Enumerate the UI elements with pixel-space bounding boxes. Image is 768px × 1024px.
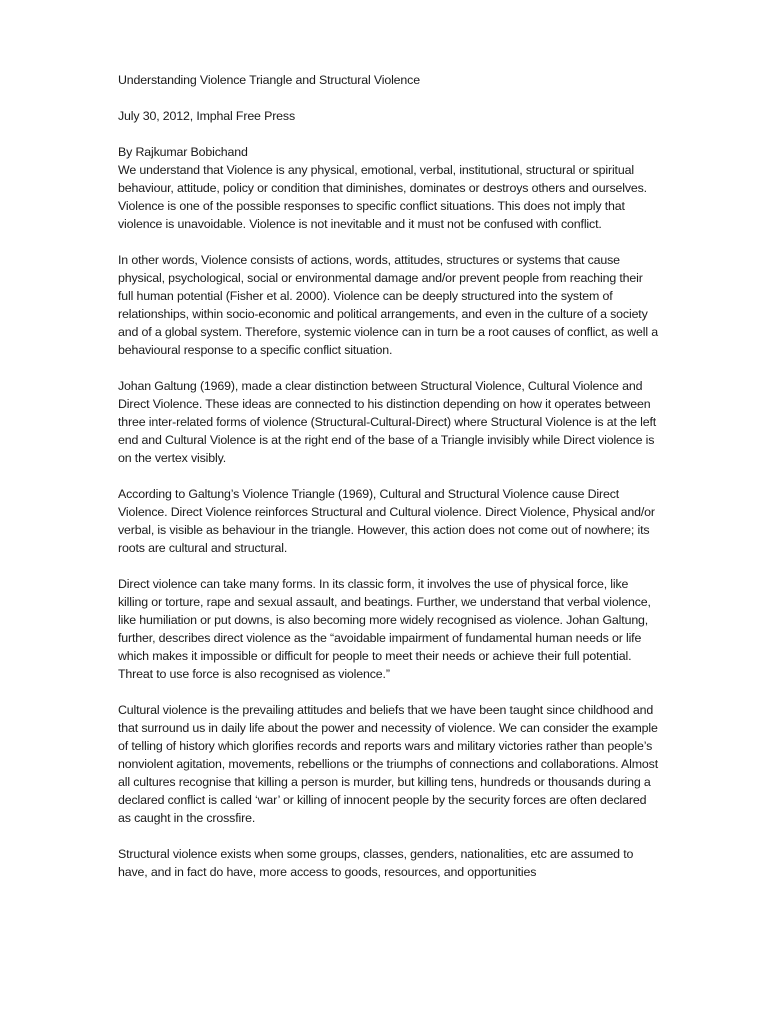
paragraph-3: Johan Galtung (1969), made a clear distinction between Structural Violence, Cultural Violence and Direct Violence. These ideas are connected to his distinction depending on how it operates between three inter-related forms of violence (Structural-Cultural-Direct) where Structural Violence is at the left end and Cultural Violence is at the right end of the base of a Triangle invisibly while Direct violence is on the vertex visibly. bbox=[118, 379, 657, 465]
document-title: Understanding Violence Triangle and Structural Violence bbox=[118, 73, 420, 87]
paragraph-1: We understand that Violence is any physical, emotional, verbal, institutional, structural or spiritual behaviour, attitude, policy or condition that diminishes, dominates or destroys others and ourselves. Violence is one of the possible responses to specific conflict situations. This does not imply that violence is unavoidable. Violence is not inevitable and it must not be confused with conflict. bbox=[118, 163, 647, 231]
document-byline: By Rajkumar Bobichand bbox=[118, 145, 248, 159]
paragraph-4: According to Galtung’s Violence Triangle (1969), Cultural and Structural Violence cause Direct Violence. Direct Violence reinforces Structural and Cultural violence. Direct Violence, Physical and/or verbal, is visible as behaviour in the triangle. However, this action does not come out of nowhere; its roots are cultural and structural. bbox=[118, 487, 655, 555]
paragraph-5: Direct violence can take many forms. In its classic form, it involves the use of physical force, like killing or torture, rape and sexual assault, and beatings. Further, we understand that verbal violence, like humiliation or put downs, is also becoming more widely recognised as violence. Johan Galtung, further, describes direct violence as the “avoidable impairment of fundamental human needs or life which makes it impossible or difficult for people to meet their needs or achieve their full potential. Threat to use force is also recognised as violence.” bbox=[118, 577, 651, 681]
paragraph-6: Cultural violence is the prevailing attitudes and beliefs that we have been taught since childhood and that surround us in daily life about the power and necessity of violence. We can consider the example of telling of history which glorifies records and reports wars and military victories rather than people’s nonviolent agitation, movements, rebellions or the triumphs of connections and collaborations. Almost all cultures recognise that killing a person is murder, but killing tens, hundreds or thousands during a declared conflict is called ‘war’ or killing of innocent people by the security forces are often declared as caught in the crossfire. bbox=[118, 703, 658, 825]
paragraph-7: Structural violence exists when some groups, classes, genders, nationalities, etc are assumed to have, and in fact do have, more access to goods, resources, and opportunities bbox=[118, 847, 634, 879]
document-dateline: July 30, 2012, Imphal Free Press bbox=[118, 109, 296, 123]
document-body bbox=[118, 71, 658, 899]
paragraph-2: In other words, Violence consists of actions, words, attitudes, structures or systems that cause physical, psychological, social or environmental damage and/or prevent people from reaching their full human potential (Fisher et al. 2000). Violence can be deeply structured into the system of relationships, within socio-economic and political arrangements, and even in the culture of a society and of a global system. Therefore, systemic violence can in turn be a root causes of conflict, as well a behavioural response to a specific conflict situation. bbox=[118, 253, 658, 357]
